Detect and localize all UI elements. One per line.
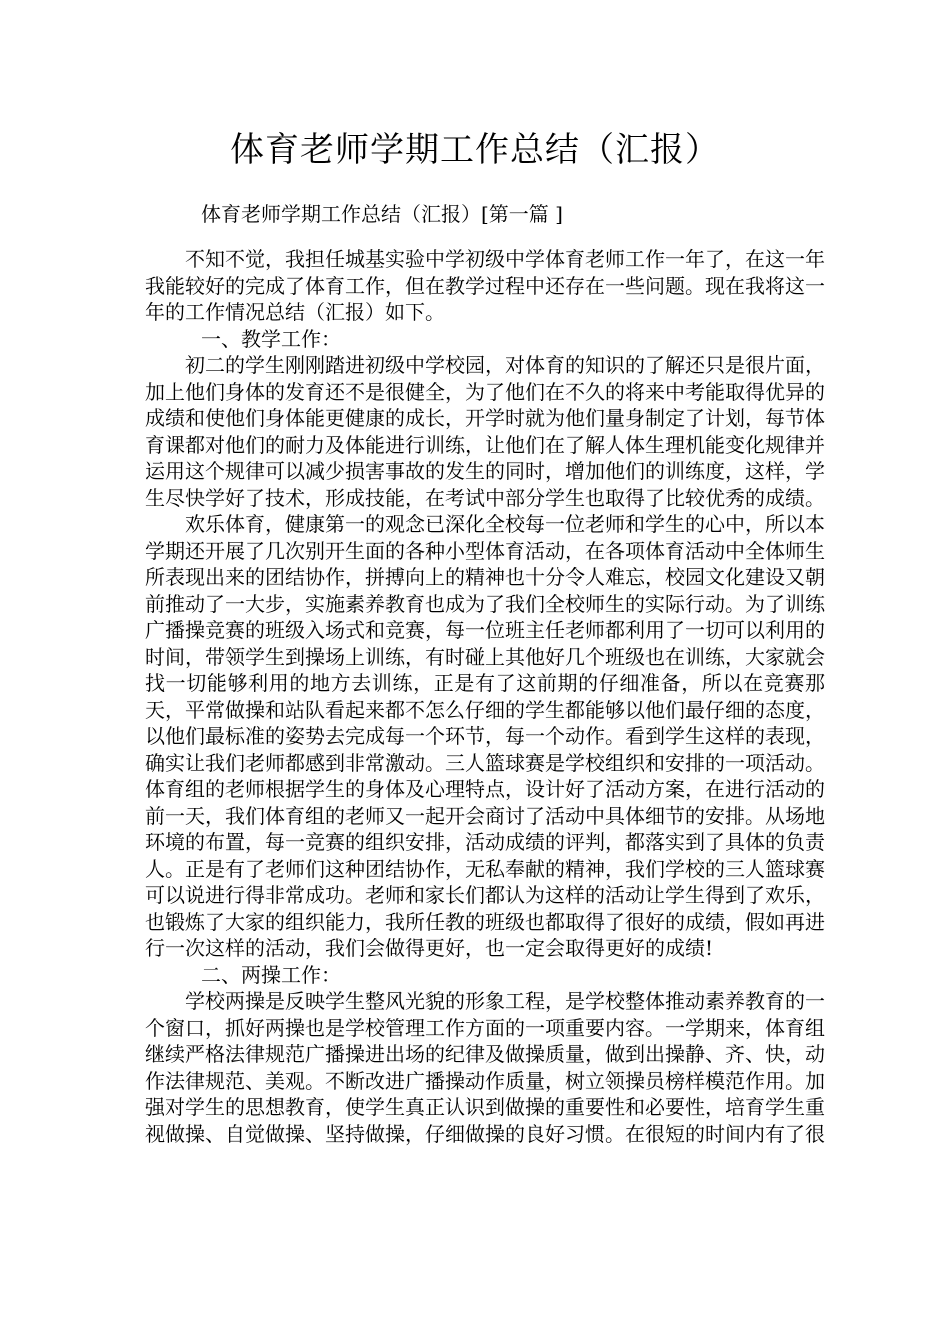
intro-paragraph: 不知不觉，我担任城基实验中学初级中学体育老师工作一年了，在这一年我能较好的完成了体育工作，但在教学过程中还存在一些问题。现在我将这一年的工作情况总结（汇报）如下。	[145, 247, 825, 324]
section-heading-teaching: 一、教学工作：	[201, 326, 341, 351]
teaching-paragraph-1: 初二的学生刚刚踏进初级中学校园，对体育的知识的了解还只是很片面，加上他们身体的发育还不是很健全，为了他们在不久的将来中考能取得优异的成绩和使他们身体能更健康的成长，开学时就为他们量身制定了计划，每节体育课都对他们的耐力及体能进行训练，让他们在了解人体生理机能变化规律并运用这个规律可以减少损害事故的发生的同时，增加他们的训练度，这样，学生尽快学好了技术，形成技能，在考试中部分学生也取得了比较优秀的成绩。	[145, 353, 825, 510]
teaching-paragraph-2: 欢乐体育，健康第一的观念已深化全校每一位老师和学生的心中，所以本学期还开展了几次别开生面的各种小型体育活动，在各项体育活动中全体师生所表现出来的团结协作，拼搏向上的精神也十分令人难忘，校园文化建设又朝前推动了一大步，实施素养教育也成为了我们全校师生的实际行动。为了训练广播操竞赛的班级入场式和竞赛，每一位班主任老师都利用了一切可以利用的时间，带领学生到操场上训练，有时碰上其他好几个班级也在训练，大家就会找一切能够利用的地方去训练，正是有了这前期的仔细准备，所以在竞赛那天，平常做操和站队看起来都不怎么仔细的学生都能够以他们最仔细的态度，以他们最标准的姿势去完成每一个环节，每一个动作。看到学生这样的表现，确实让我们老师都感到非常激动。三人篮球赛是学校组织和安排的一项活动。体育组的老师根据学生的身体及心理特点，设计好了活动方案，在进行活动的前一天，我们体育组的老师又一起开会商讨了活动中具体细节的安排。从场地环境的布置，每一竞赛的组织安排，活动成绩的评判，都落实到了具体的负责人。正是有了老师们这种团结协作，无私奉献的精神，我们学校的三人篮球赛可以说进行得非常成功。老师和家长们都认为这样的活动让学生得到了欢乐，也锻炼了大家的组织能力，我所任教的班级也都取得了很好的成绩，假如再进行一次这样的活动，我们会做得更好，也一定会取得更好的成绩!	[145, 512, 825, 960]
exercises-paragraph-1: 学校两操是反映学生整风光貌的形象工程，是学校整体推动素养教育的一个窗口，抓好两操也是学校管理工作方面的一项重要内容。一学期来，体育组继续严格法律规范广播操进出场的纪律及做操质量，做到出操静、齐、快，动作法律规范、美观。不断改进广播操动作质量，树立领操员榜样模范作用。加强对学生的思想教育，使学生真正认识到做操的重要性和必要性，培育学生重视做操、自觉做操、坚持做操，仔细做操的良好习惯。在很短的时间内有了很	[145, 989, 825, 1146]
document-title: 体育老师学期工作总结（汇报）	[230, 130, 720, 170]
document-subtitle: 体育老师学期工作总结（汇报）[第一篇 ]	[201, 202, 563, 226]
document-body	[145, 246, 825, 1147]
section-heading-exercises: 二、两操工作：	[201, 962, 341, 987]
